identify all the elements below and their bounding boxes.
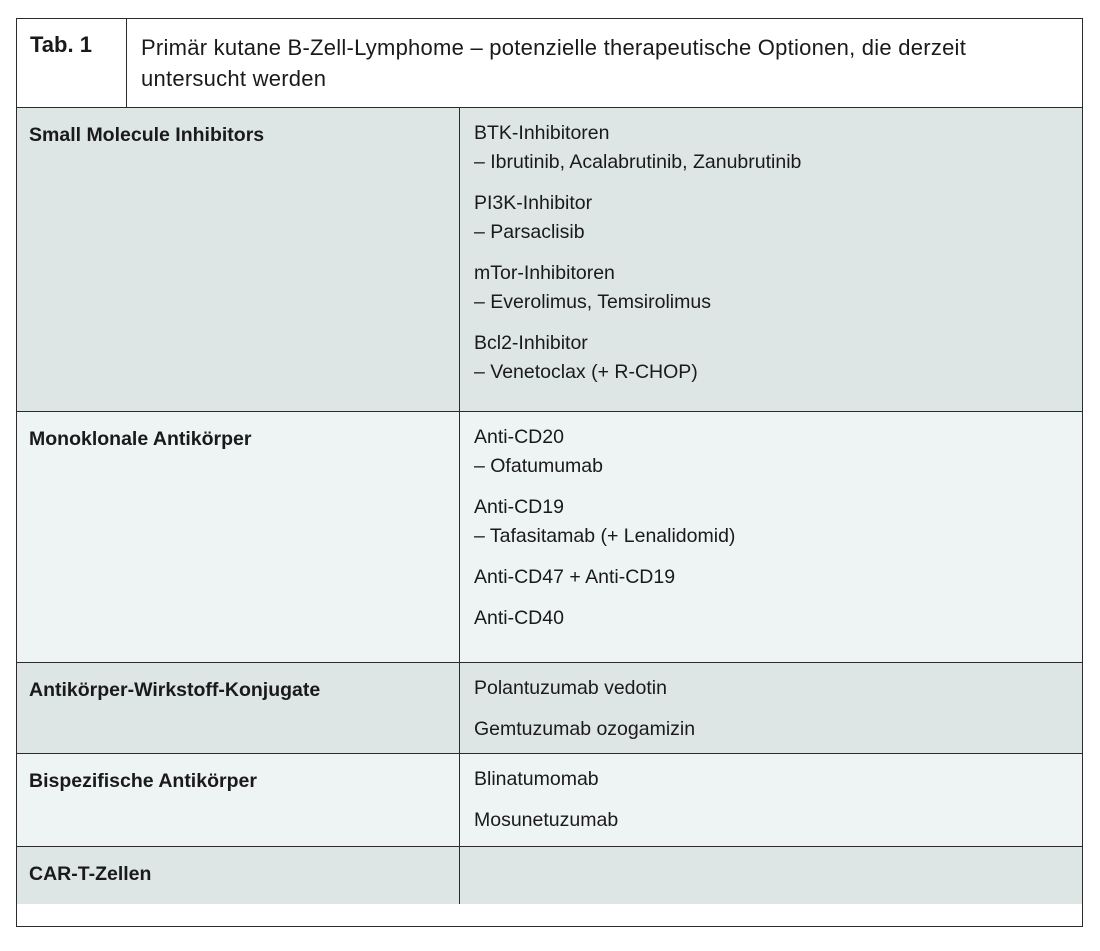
row-entries	[474, 412, 1072, 633]
table-caption	[17, 19, 1082, 108]
entry-blinatumomab	[474, 765, 1072, 794]
table-row-antibody-drug-conjugates	[17, 663, 1082, 754]
row-category: Small Molecule Inhibitors	[17, 108, 460, 411]
entry-mtor-inhibitors	[474, 259, 1072, 317]
entry-drugs: – Venetoclax (+ R-CHOP)	[474, 361, 698, 383]
entry-anti-cd20	[474, 423, 1072, 481]
table-row-car-t-cells	[17, 847, 1082, 904]
entry-class: Anti-CD40	[474, 607, 564, 629]
entry-drugs: – Tafasitamab (+ Lenalidomid)	[474, 525, 736, 547]
entry-drugs: – Ofatumumab	[474, 455, 603, 477]
entry-polatuzumab	[474, 674, 1072, 703]
entry-class: Anti-CD20	[474, 426, 564, 448]
table-row-small-molecule-inhibitors	[17, 108, 1082, 412]
entry-mosunetuzumab	[474, 806, 1072, 835]
entry-bcl2-inhibitor	[474, 329, 1072, 387]
table-body	[17, 108, 1082, 904]
entry-class: Anti-CD19	[474, 496, 564, 518]
entry-class: BTK-Inhibitoren	[474, 122, 610, 144]
row-category: CAR-T-Zellen	[17, 847, 460, 904]
entry-class: PI3K-Inhibitor	[474, 192, 593, 214]
row-entries	[474, 108, 1072, 387]
entry-class: Gemtuzumab ozogamizin	[474, 718, 696, 740]
entry-drugs: – Everolimus, Temsirolimus	[474, 291, 711, 313]
entry-class: Mosunetuzumab	[474, 809, 619, 831]
entry-class: mTor-Inhibitoren	[474, 262, 615, 284]
entry-class: Polantuzumab vedotin	[474, 677, 667, 699]
row-category: Bispezifische Antikörper	[17, 754, 460, 846]
row-entries	[474, 663, 1072, 744]
entry-anti-cd40	[474, 604, 1072, 633]
table-row-monoclonal-antibodies	[17, 412, 1082, 663]
entry-btk-inhibitors	[474, 119, 1072, 177]
entry-class: Anti-CD47 + Anti-CD19	[474, 566, 676, 588]
entry-drugs: – Ibrutinib, Acalabrutinib, Zanubrutinib	[474, 151, 802, 173]
table-title: Primär kutane B-Zell-Lymphome – potenzielle therapeutische Optionen, die derzeit untersucht werden	[141, 35, 967, 91]
row-category: Monoklonale Antikörper	[17, 412, 460, 662]
table-label: Tab. 1	[17, 19, 127, 107]
entry-anti-cd47-cd19	[474, 563, 1072, 592]
entry-gemtuzumab	[474, 715, 1072, 744]
entry-pi3k-inhibitor	[474, 189, 1072, 247]
row-entries	[474, 754, 1072, 835]
therapy-table	[16, 18, 1083, 927]
row-category: Antikörper-Wirkstoff-Konjugate	[17, 663, 460, 753]
entry-anti-cd19	[474, 493, 1072, 551]
entry-drugs: – Parsaclisib	[474, 221, 585, 243]
entry-class: Blinatumomab	[474, 768, 599, 790]
table-row-bispecific-antibodies	[17, 754, 1082, 847]
entry-class: Bcl2-Inhibitor	[474, 332, 588, 354]
